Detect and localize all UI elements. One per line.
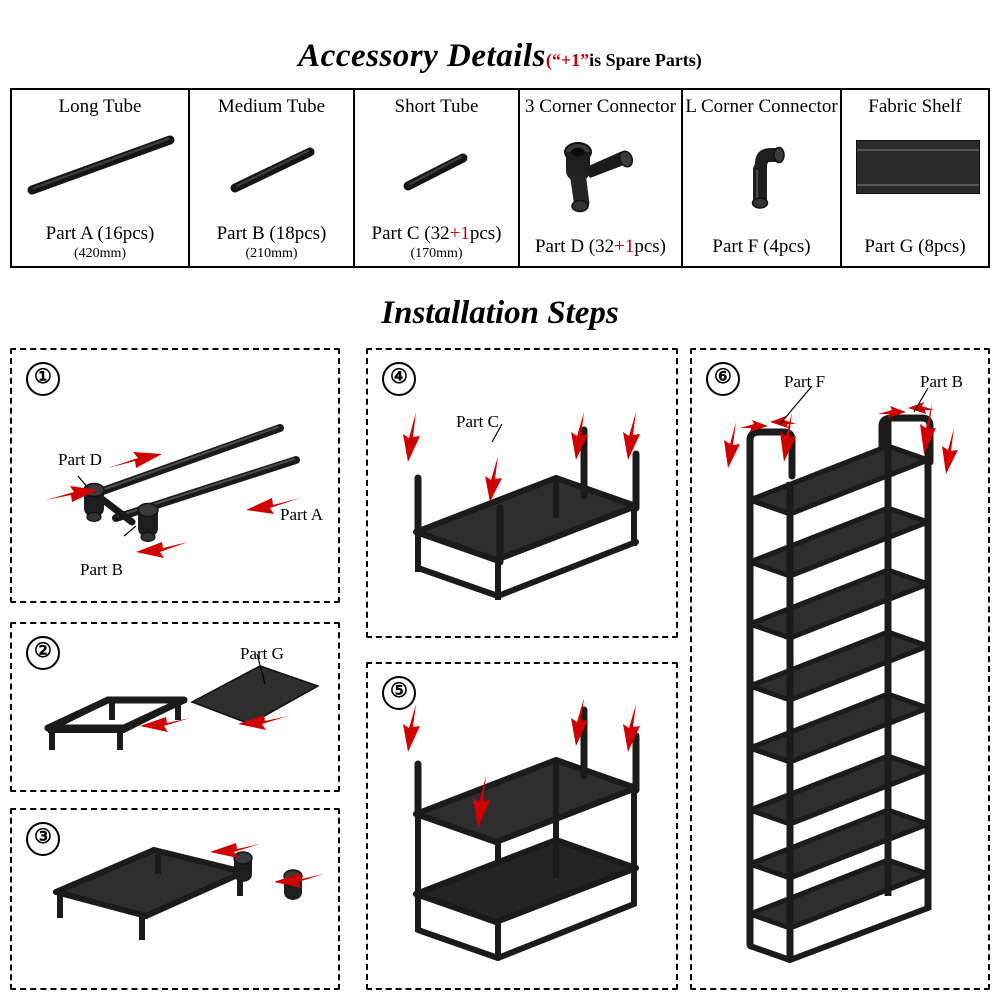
step-number-1: ① [26, 362, 60, 396]
step2-label-part-g: Part G [240, 644, 284, 663]
accessory-part-label-d-spare: +1 [614, 236, 635, 257]
accessory-details-table [10, 88, 990, 268]
step-panel-3 [10, 808, 340, 990]
step1-label-part-b: Part B [80, 560, 123, 579]
step-panel-5 [366, 662, 678, 990]
accessory-cell-l-corner-connector [683, 90, 842, 266]
step-number-5: ⑤ [382, 676, 416, 710]
accessory-part-label-d-post: pcs) [634, 236, 667, 257]
step-number-4: ④ [382, 362, 416, 396]
accessory-name-l-corner-connector: L Corner Connector [685, 96, 838, 117]
accessory-details-title-main: Accessory Details [298, 38, 546, 74]
accessory-cell-medium-tube [190, 90, 355, 266]
step-number-2: ② [26, 636, 60, 670]
accessory-part-length-c: (170mm) [410, 246, 463, 261]
accessory-name-medium-tube: Medium Tube [217, 96, 326, 117]
spare-parts-note-text: is Spare Parts) [589, 50, 702, 70]
short-tube-icon [355, 118, 518, 223]
fabric-shelf-icon [842, 118, 988, 236]
accessory-cell-short-tube [355, 90, 520, 266]
long-tube-icon [12, 118, 188, 223]
accessory-part-label-g: Part G (8pcs) [864, 236, 966, 257]
step-panel-1 [10, 348, 340, 603]
accessory-name-3-corner-connector: 3 Corner Connector [525, 96, 676, 117]
step1-label-part-a: Part A [280, 505, 323, 524]
spare-parts-note-quote: (“+1” [545, 50, 590, 70]
step-number-3: ③ [26, 822, 60, 856]
accessory-part-label-c-spare: +1 [449, 223, 470, 244]
three-corner-connector-icon [520, 118, 681, 236]
step6-label-part-f: Part F [784, 372, 826, 391]
step-number-6: ⑥ [706, 362, 740, 396]
step6-label-part-b: Part B [920, 372, 963, 391]
accessory-cell-fabric-shelf [842, 90, 988, 266]
accessory-name-long-tube: Long Tube [58, 96, 142, 117]
step-panel-2 [10, 622, 340, 792]
step-panel-4 [366, 348, 678, 638]
step-panel-6 [690, 348, 990, 990]
accessory-part-length-a: (420mm) [73, 246, 127, 261]
l-corner-connector-icon [683, 118, 840, 236]
fabric-shelf-swatch [856, 140, 980, 194]
installation-steps-title: Installation Steps [381, 295, 619, 331]
accessory-part-label-b: Part B (18pcs) [216, 223, 327, 244]
medium-tube-icon [190, 118, 353, 223]
accessory-part-label-f: Part F (4pcs) [712, 236, 811, 257]
accessory-part-label-d-pre: Part D (32 [534, 236, 615, 257]
accessory-cell-long-tube [12, 90, 190, 266]
accessory-name-short-tube: Short Tube [394, 96, 479, 117]
accessory-part-label-c-pre: Part C (32 [371, 223, 450, 244]
step4-label-part-c: Part C [456, 412, 499, 431]
accessory-part-label-c-post: pcs) [469, 223, 502, 244]
accessory-details-title [0, 38, 1000, 75]
step1-label-part-d: Part D [58, 450, 102, 469]
accessory-part-label-d [535, 236, 666, 258]
accessory-cell-3-corner-connector [520, 90, 683, 266]
accessory-details-title-sub [546, 50, 702, 70]
accessory-part-length-b: (210mm) [245, 246, 298, 261]
accessory-part-label-c [372, 223, 502, 245]
accessory-part-label-a: Part A (16pcs) [45, 223, 155, 244]
accessory-name-fabric-shelf: Fabric Shelf [868, 96, 962, 117]
